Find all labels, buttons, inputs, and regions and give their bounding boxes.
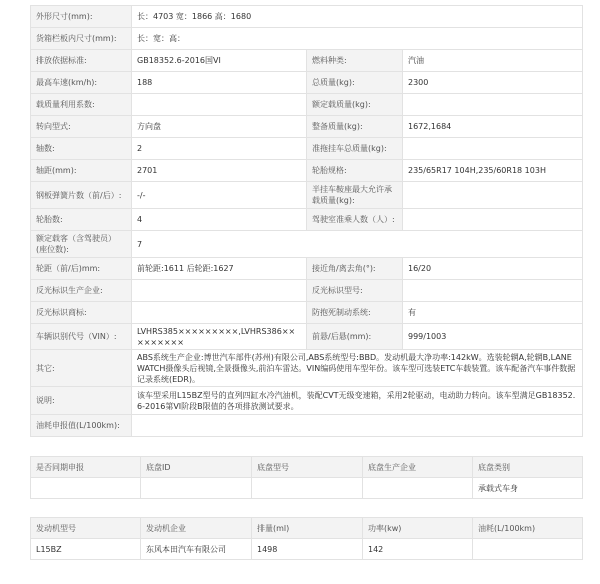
param-row-wheelbase	[31, 160, 583, 182]
param-row-dimensions	[31, 6, 583, 28]
param-row-fuel	[31, 415, 583, 437]
param-value	[403, 94, 583, 116]
param-row-emission	[31, 50, 583, 72]
param-value: 该车型采用L15BZ型号的直列四缸水冷汽油机，装配CVT无级变速箱，采用2轮驱动，电动助力转向。该车型满足GB18352.6-2016第VI阶段B限值的各项排放测试要求。	[132, 387, 583, 415]
engine-cell: L15BZ	[31, 539, 141, 560]
param-value: 4	[132, 209, 307, 231]
param-value: 长：宽：高：	[132, 28, 583, 50]
chassis-cell	[31, 478, 141, 499]
engine-cell	[473, 539, 583, 560]
engine-table	[30, 517, 583, 560]
chassis-header-row	[31, 457, 583, 478]
param-row-track	[31, 258, 583, 280]
param-row-notes	[31, 387, 583, 415]
param-label: 总质量(kg):	[307, 72, 403, 94]
param-label: 防抱死制动系统:	[307, 302, 403, 324]
param-value: 前轮距:1611 后轮距:1627	[132, 258, 307, 280]
param-label: 载质量利用系数:	[31, 94, 132, 116]
param-label: 轴距(mm):	[31, 160, 132, 182]
engine-header: 油耗(L/100km)	[473, 518, 583, 539]
param-label: 前悬/后悬(mm):	[307, 324, 403, 350]
param-label: 钢板弹簧片数（前/后）:	[31, 182, 132, 209]
param-value: 235/65R17 104H,235/60R18 103H	[403, 160, 583, 182]
param-value: 长：4703 宽：1866 高：1680	[132, 6, 583, 28]
chassis-header: 底盘类别	[473, 457, 583, 478]
param-label: 轴数:	[31, 138, 132, 160]
param-value: 方向盘	[132, 116, 307, 138]
engine-cell: 1498	[252, 539, 363, 560]
param-label: 外形尺寸(mm):	[31, 6, 132, 28]
param-row-seats	[31, 231, 583, 258]
param-label: 转向型式:	[31, 116, 132, 138]
param-value: -/-	[132, 182, 307, 209]
param-value: 188	[132, 72, 307, 94]
param-label: 油耗申报值(L/100km):	[31, 415, 132, 437]
param-label: 车辆识别代号（VIN）:	[31, 324, 132, 350]
parameter-table	[30, 5, 583, 437]
param-value: GB18352.6-2016国VI	[132, 50, 307, 72]
param-label: 燃料种类:	[307, 50, 403, 72]
param-label: 额定载质量(kg):	[307, 94, 403, 116]
vehicle-spec-document	[30, 5, 582, 560]
param-value	[403, 209, 583, 231]
chassis-header: 底盘生产企业	[363, 457, 473, 478]
engine-header: 发动机企业	[141, 518, 252, 539]
param-label: 反光标识生产企业:	[31, 280, 132, 302]
engine-header: 排量(ml)	[252, 518, 363, 539]
param-row-load-factor	[31, 94, 583, 116]
chassis-data-row	[31, 478, 583, 499]
param-label: 整备质量(kg):	[307, 116, 403, 138]
engine-header: 功率(kw)	[363, 518, 473, 539]
chassis-header: 底盘型号	[252, 457, 363, 478]
param-label: 其它:	[31, 350, 132, 387]
param-value: 1672,1684	[403, 116, 583, 138]
param-row-other	[31, 350, 583, 387]
chassis-cell: 承载式车身	[473, 478, 583, 499]
param-row-vin	[31, 324, 583, 350]
param-row-cargo-box	[31, 28, 583, 50]
param-label: 说明:	[31, 387, 132, 415]
param-row-axles	[31, 138, 583, 160]
chassis-cell	[252, 478, 363, 499]
param-value: 2	[132, 138, 307, 160]
param-value: 2701	[132, 160, 307, 182]
param-label: 轮距（前/后)mm:	[31, 258, 132, 280]
param-value	[403, 138, 583, 160]
engine-cell: 142	[363, 539, 473, 560]
chassis-header: 是否同期申报	[31, 457, 141, 478]
param-value	[132, 415, 583, 437]
param-label: 轮胎数:	[31, 209, 132, 231]
param-value: 7	[132, 231, 583, 258]
param-value	[403, 182, 583, 209]
param-value	[132, 94, 307, 116]
param-value	[132, 280, 307, 302]
param-label: 排放依据标准:	[31, 50, 132, 72]
engine-data-row	[31, 539, 583, 560]
param-value: 有	[403, 302, 583, 324]
param-value	[132, 302, 307, 324]
engine-header: 发动机型号	[31, 518, 141, 539]
param-value	[403, 280, 583, 302]
param-value: ABS系统生产企业:博世汽车部件(苏州)有限公司,ABS系统型号:BBD。发动机最大净功率:142kW。选装轮辋A,轮辋B,LANEWATCH摄像头后视镜,全景摄像头,前泊车雷达。VIN编码使用车型年份。该车型可选装ETC车载装置。该车配备汽车事件数据记录系统(EDR)。	[132, 350, 583, 387]
chassis-header: 底盘ID	[141, 457, 252, 478]
param-label: 最高车速(km/h):	[31, 72, 132, 94]
chassis-cell	[141, 478, 252, 499]
param-value: 2300	[403, 72, 583, 94]
param-label: 额定载客（含驾驶员）(座位数):	[31, 231, 132, 258]
param-row-tire-count	[31, 209, 583, 231]
chassis-cell	[363, 478, 473, 499]
param-label: 准拖挂车总质量(kg):	[307, 138, 403, 160]
param-row-steering	[31, 116, 583, 138]
param-label: 接近角/离去角(°):	[307, 258, 403, 280]
engine-header-row	[31, 518, 583, 539]
param-label: 轮胎规格:	[307, 160, 403, 182]
param-label: 反光标识商标:	[31, 302, 132, 324]
param-value: 16/20	[403, 258, 583, 280]
param-value: 汽油	[403, 50, 583, 72]
param-value: 999/1003	[403, 324, 583, 350]
engine-cell: 东风本田汽车有限公司	[141, 539, 252, 560]
param-label: 驾驶室准乘人数（人）:	[307, 209, 403, 231]
chassis-table	[30, 456, 583, 499]
param-value: LVHRS385×××××××××,LVHRS386×××××××××	[132, 324, 307, 350]
param-label: 货箱栏板内尺寸(mm):	[31, 28, 132, 50]
param-row-speed	[31, 72, 583, 94]
param-row-reflector-maker	[31, 280, 583, 302]
param-row-leaf-springs	[31, 182, 583, 209]
param-label: 半挂车鞍座最大允许承载质量(kg):	[307, 182, 403, 209]
param-row-reflector-brand	[31, 302, 583, 324]
param-label: 反光标识型号:	[307, 280, 403, 302]
